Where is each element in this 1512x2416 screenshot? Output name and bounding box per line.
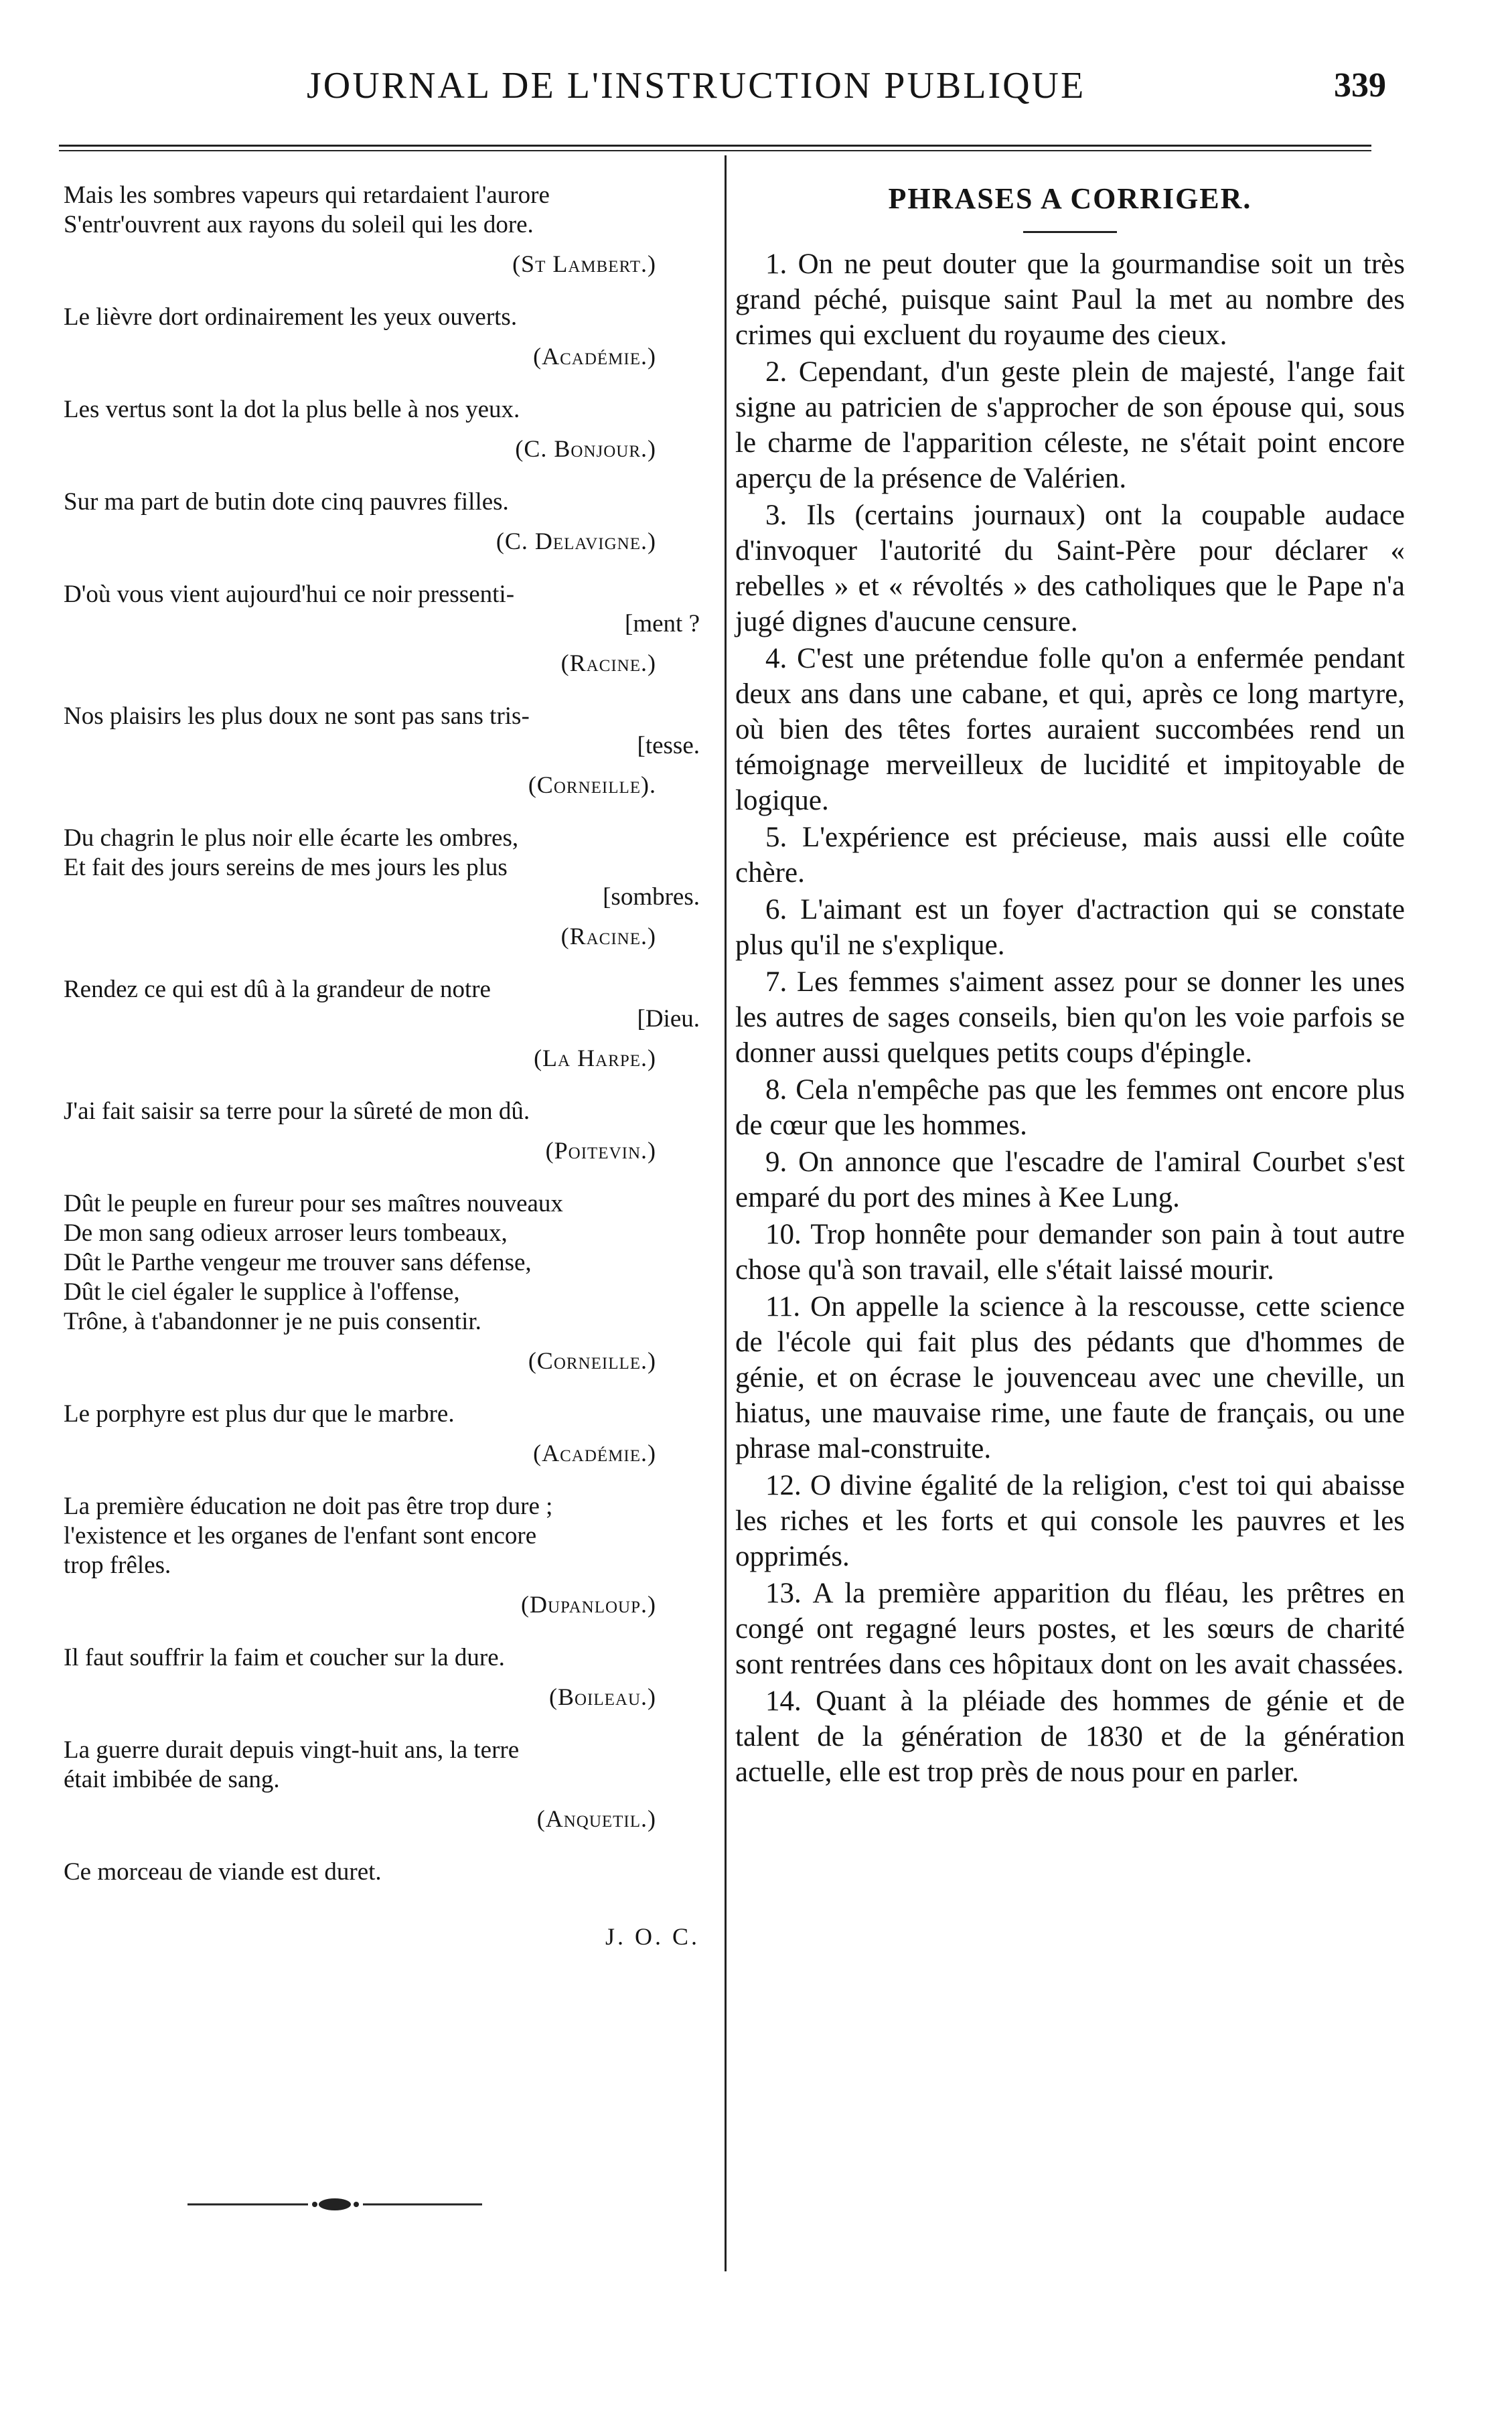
quotation-source: (C. Bonjour.) [515,435,656,462]
quotation-source: (Boileau.) [548,1683,656,1710]
quotation-line: S'entr'ouvrent aux rayons du soleil qui les dore. [64,211,534,238]
quotation-line: Dût le peuple en fureur pour ses maîtres nouveaux [64,1190,563,1217]
spacer [64,371,706,395]
quotation-line: Les vertus sont la dot la plus belle à nos yeux. [64,396,520,423]
quotation-line: Dût le Parthe vengeur me trouver sans défense, [64,1249,532,1276]
spacer [64,463,706,487]
quotation-continuation: [ment ? [625,610,700,637]
section-title: PHRASES A CORRIGER. [888,182,1252,215]
sentence-item: 13. A la première apparition du fléau, les prêtres en congé ont regagné leurs postes, et les sœurs de charité sont rentrées dans ces hôpitaux dont on les avait chassées. [735,1578,1405,1680]
quotation-line: Et fait des jours sereins de mes jours les plus [64,854,508,881]
spacer [64,1468,706,1492]
quotation-block [64,1400,706,1468]
quotation-source: (Poitevin.) [545,1137,656,1164]
header-rule [59,145,1371,151]
quotation-line: Il faut souffrir la faim et coucher sur la dure. [64,1644,505,1671]
quotation-line: Du chagrin le plus noir elle écarte les ombres, [64,824,519,852]
running-title: JOURNAL DE L'INSTRUCTION PUBLIQUE [307,65,1086,106]
quotation-block [64,1858,706,1887]
quotation-line: Nos plaisirs les plus doux ne sont pas sans tris- [64,702,530,730]
quotation-block [64,702,706,800]
quotation-line: La guerre durait depuis vingt-huit ans, la terre [64,1736,520,1764]
sentence-item: 5. L'expérience est précieuse, mais aussi elle coûte chère. [735,822,1405,889]
quotation-source: (St Lambert.) [512,250,656,277]
quotation-block [64,975,706,1073]
spacer [64,1619,706,1643]
quotation-source: (Anquetil.) [536,1805,656,1832]
page-header [0,64,1512,125]
quotation-line: De mon sang odieux arroser leurs tombeaux, [64,1219,508,1247]
spacer [64,1165,706,1189]
sentence-item: 12. O divine égalité de la religion, c'est toi qui abaisse les riches et les forts et qui console les pauvres et les opprimés. [735,1470,1405,1572]
quotation-line: Sur ma part de butin dote cinq pauvres filles. [64,488,509,516]
quotation-source: (Académie.) [533,1440,656,1466]
quotation-source: (Corneille.) [528,1347,656,1374]
quotation-line: La première éducation ne doit pas être trop dure ; [64,1493,553,1520]
sentence-item: 11. On appelle la science à la rescousse, cette science de l'école qui fait plus des pédants que d'hommes de génie, et on écrase le jouvenceau avec une cheville, un hiatus, une mauvaise rime, une faute de français, ou une phrase mal-construite. [735,1291,1405,1464]
quotation-line: Dût le ciel égaler le supplice à l'offense, [64,1278,460,1306]
quotation-block [64,181,706,279]
quotation-source: (C. Delavigne.) [496,528,656,554]
column-divider [725,155,727,2271]
sentence-item: 7. Les femmes s'aiment assez pour se donner les unes les autres de sages conseils, bien qu'on les voie parfois se donner aussi quelques petits coups d'épingle. [735,966,1405,1069]
quotation-line: Le lièvre dort ordinairement les yeux ouverts. [64,303,518,331]
spacer [64,951,706,975]
quotation-source: (Dupanloup.) [520,1591,656,1618]
quotation-block [64,1492,706,1619]
quotation-continuation: [sombres. [603,883,700,911]
quotation-source: (La Harpe.) [534,1045,656,1071]
quotation-line: D'où vous vient aujourd'hui ce noir pressenti- [64,581,515,608]
sentence-item: 8. Cela n'empêche pas que les femmes ont encore plus de cœur que les hommes. [735,1074,1405,1141]
spacer [64,1375,706,1400]
sentence-list [735,246,1405,1790]
quotation-source: (Racine.) [560,650,656,676]
quotation-line: était imbibée de sang. [64,1766,280,1793]
author-signature: J. O. C. [605,1923,700,1950]
quotation-line: Ce morceau de viande est duret. [64,1858,382,1886]
spacer [64,556,706,580]
quotation-block [64,395,706,463]
spacer [64,800,706,824]
tailpiece-ornament [187,2196,482,2212]
right-column-exercises [735,181,1405,1791]
spacer [64,279,706,303]
quotation-line: Mais les sombres vapeurs qui retardaient l'aurore [64,181,550,209]
quotation-line: Trône, à t'abandonner je ne puis consentir. [64,1308,481,1335]
spacer [64,678,706,702]
sentence-item: 14. Quant à la pléiade des hommes de génie et de talent de la génération de 1830 et de la génération actuelle, elle est trop près de nous pour en parler. [735,1685,1405,1788]
quotation-block [64,1736,706,1833]
quotation-line: trop frêles. [64,1552,171,1579]
quotation-block [64,824,706,951]
spacer [64,1887,706,1911]
quotation-source: (Racine.) [560,923,656,950]
spacer [64,1073,706,1097]
page-number: 339 [1334,66,1386,104]
sentence-item: 3. Ils (certains journaux) ont la coupable audace d'invoquer l'autorité du Saint-Père pour déclarer « rebelles » et « révoltés » des catholiques que le Pape n'a jugé dignes d'aucune censure. [735,500,1405,637]
quotation-block [64,580,706,678]
quotation-block [64,1643,706,1712]
quotation-block [64,1189,706,1375]
quotation-block [64,487,706,556]
sentence-item: 10. Trop honnête pour demander son pain à tout autre chose qu'à son travail, elle s'était laissé mourir. [735,1219,1405,1286]
sentence-item: 4. C'est une prétendue folle qu'on a enfermée pendant deux ans dans une cabane, et qui, après ce long martyre, où bien des têtes fortes auraient succombées rend un témoignage merveilleux de lucidité et impitoyable de logique. [735,643,1405,816]
quotation-line: l'existence et les organes de l'enfant sont encore [64,1522,537,1550]
quotation-block [64,1097,706,1165]
spacer [64,1833,706,1858]
title-rule [1023,231,1117,233]
quotation-line: Le porphyre est plus dur que le marbre. [64,1400,455,1428]
quotation-continuation: [tesse. [637,732,700,759]
spacer [64,1712,706,1736]
quotation-line: J'ai fait saisir sa terre pour la sûreté de mon dû. [64,1098,530,1125]
quotation-block [64,303,706,371]
quotation-continuation: [Dieu. [637,1005,700,1033]
sentence-item: 1. On ne peut douter que la gourmandise soit un très grand péché, puisque saint Paul la met au nombre des crimes qui excluent du royaume des cieux. [735,248,1405,351]
left-column-quotations [64,181,706,1951]
quotation-source: (Académie.) [533,343,656,370]
sentence-item: 2. Cependant, d'un geste plein de majesté, l'ange fait signe au patricien de s'approcher de son épouse qui, sous le charme de l'apparition céleste, ne s'était point encore aperçu de la présence de Valérien. [735,356,1405,494]
sentence-item: 6. L'aimant est un foyer d'actraction qui se constate plus qu'il ne s'explique. [735,894,1405,961]
sentence-item: 9. On annonce que l'escadre de l'amiral Courbet s'est emparé du port des mines à Kee Lung. [735,1146,1405,1213]
quotation-line: Rendez ce qui est dû à la grandeur de notre [64,976,491,1003]
quotation-source: (Corneille). [528,771,656,798]
